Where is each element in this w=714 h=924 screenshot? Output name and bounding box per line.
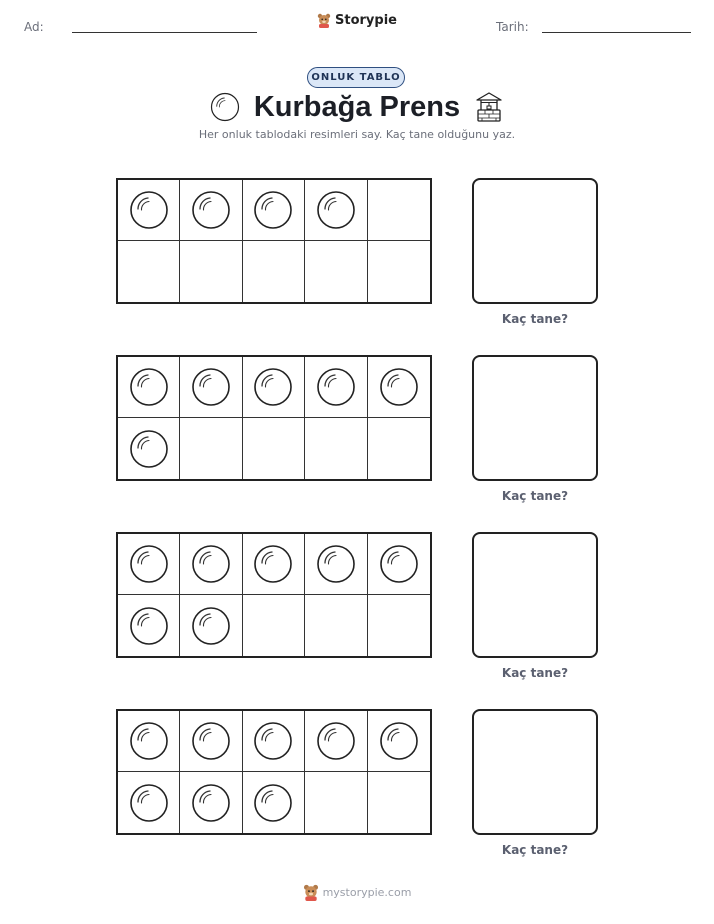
answer-box-1[interactable] (472, 178, 598, 304)
answer-label-1: Kaç tane? (501, 312, 569, 326)
bubble-icon (316, 721, 356, 761)
ten-frame-3 (116, 532, 432, 658)
instructions: Her onluk tablodaki resimleri say. Kaç tane olduğunu yaz. (198, 128, 516, 141)
date-line[interactable] (542, 32, 691, 33)
bubble-icon (129, 367, 169, 407)
brand (0, 13, 714, 28)
ten-frame-cell (180, 418, 242, 479)
bubble-icon (129, 606, 169, 646)
answer-box-2[interactable] (472, 355, 598, 481)
ten-frame-cell (305, 534, 367, 595)
ten-frame-cell (368, 534, 430, 595)
page-title: Kurbağa Prens (253, 90, 461, 123)
ten-frame-cell (118, 357, 180, 418)
bubble-icon (191, 544, 231, 584)
brand-name: Storypie (335, 13, 397, 28)
bubble-icon (379, 367, 419, 407)
ten-frame-cell (180, 595, 242, 656)
bubble-icon (253, 190, 293, 230)
ten-frame-cell (118, 711, 180, 772)
name-label: Ad: (24, 20, 44, 34)
ten-frame-cell (118, 772, 180, 833)
ten-frame-cell (368, 595, 430, 656)
bubble-icon (253, 783, 293, 823)
ten-frame-cell (305, 357, 367, 418)
footer (0, 884, 714, 901)
bubble-icon (210, 92, 240, 122)
ten-frame-2 (116, 355, 432, 481)
ten-frame-cell (243, 180, 305, 241)
storypie-bear-logo-icon (303, 884, 319, 901)
ten-frame-cell (305, 180, 367, 241)
bubble-icon (316, 544, 356, 584)
bubble-icon (253, 544, 293, 584)
ten-frame-cell (243, 241, 305, 302)
ten-frame-cell (243, 357, 305, 418)
bubble-icon (129, 429, 169, 469)
wishing-well-icon (474, 91, 504, 123)
ten-frame-cell (180, 180, 242, 241)
title-row (0, 88, 714, 126)
ten-frame-cell (305, 772, 367, 833)
bubble-icon (129, 783, 169, 823)
ten-frame-cell (243, 418, 305, 479)
ten-frame-cell (368, 180, 430, 241)
answer-label-2: Kaç tane? (501, 489, 569, 503)
bubble-icon (129, 721, 169, 761)
ten-frame-cell (305, 711, 367, 772)
ten-frame-cell (243, 711, 305, 772)
ten-frame-cell (180, 241, 242, 302)
ten-frame-cell (180, 357, 242, 418)
ten-frame-cell (118, 241, 180, 302)
ten-frame-cell (368, 241, 430, 302)
ten-frame-cell (243, 534, 305, 595)
ten-frame-1 (116, 178, 432, 304)
footer-url[interactable]: mystorypie.com (322, 886, 412, 899)
ten-frame-cell (305, 595, 367, 656)
ten-frame-cell (118, 418, 180, 479)
ten-frame-cell (305, 418, 367, 479)
bubble-icon (316, 367, 356, 407)
bubble-icon (129, 544, 169, 584)
bubble-icon (191, 367, 231, 407)
name-line[interactable] (72, 32, 257, 33)
bubble-icon (191, 783, 231, 823)
date-label: Tarih: (496, 20, 529, 34)
storypie-bear-logo-icon (317, 13, 331, 28)
answer-box-3[interactable] (472, 532, 598, 658)
ten-frame-cell (180, 711, 242, 772)
ten-frame-cell (180, 534, 242, 595)
bubble-icon (191, 190, 231, 230)
bubble-icon (191, 606, 231, 646)
ten-frame-4 (116, 709, 432, 835)
worksheet-badge: ONLUK TABLO (307, 67, 405, 88)
bubble-icon (379, 721, 419, 761)
ten-frame-cell (118, 534, 180, 595)
bubble-icon (253, 367, 293, 407)
bubble-icon (379, 544, 419, 584)
ten-frame-cell (368, 711, 430, 772)
ten-frame-cell (243, 772, 305, 833)
ten-frame-cell (118, 180, 180, 241)
bubble-icon (129, 190, 169, 230)
bubble-icon (191, 721, 231, 761)
answer-label-3: Kaç tane? (501, 666, 569, 680)
bubble-icon (253, 721, 293, 761)
ten-frame-cell (368, 357, 430, 418)
ten-frame-cell (118, 595, 180, 656)
ten-frame-cell (243, 595, 305, 656)
ten-frame-cell (305, 241, 367, 302)
ten-frame-cell (180, 772, 242, 833)
ten-frame-cell (368, 418, 430, 479)
answer-box-4[interactable] (472, 709, 598, 835)
answer-label-4: Kaç tane? (501, 843, 569, 857)
bubble-icon (316, 190, 356, 230)
ten-frame-cell (368, 772, 430, 833)
